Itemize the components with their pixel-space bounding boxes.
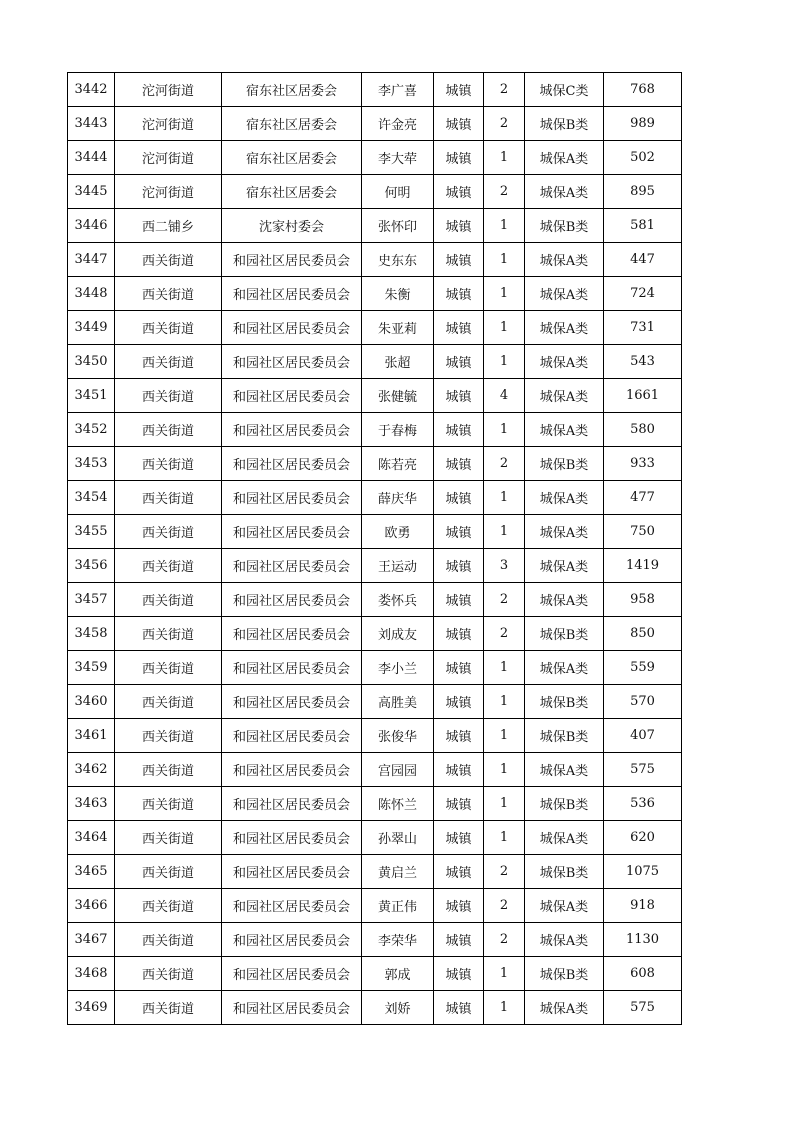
cell-household-count: 1 (484, 753, 525, 787)
cell-amount: 1075 (604, 855, 682, 889)
cell-area-type: 城镇 (434, 923, 484, 957)
cell-amount: 559 (604, 651, 682, 685)
cell-street: 西关街道 (115, 889, 222, 923)
cell-insurance-category: 城保A类 (525, 651, 604, 685)
table-row (68, 651, 682, 685)
table-row (68, 379, 682, 413)
cell-amount: 543 (604, 345, 682, 379)
cell-person-name: 史东东 (362, 243, 434, 277)
cell-area-type: 城镇 (434, 787, 484, 821)
table-row (68, 515, 682, 549)
cell-person-name: 欧勇 (362, 515, 434, 549)
cell-record-id: 3446 (68, 209, 115, 243)
cell-amount: 407 (604, 719, 682, 753)
cell-area-type: 城镇 (434, 107, 484, 141)
cell-street: 沱河街道 (115, 141, 222, 175)
cell-area-type: 城镇 (434, 617, 484, 651)
cell-area-type: 城镇 (434, 821, 484, 855)
cell-record-id: 3456 (68, 549, 115, 583)
cell-household-count: 1 (484, 685, 525, 719)
cell-record-id: 3467 (68, 923, 115, 957)
cell-person-name: 朱亚莉 (362, 311, 434, 345)
cell-amount: 850 (604, 617, 682, 651)
table-row (68, 447, 682, 481)
cell-record-id: 3462 (68, 753, 115, 787)
cell-community: 和园社区居民委员会 (222, 685, 362, 719)
cell-person-name: 陈怀兰 (362, 787, 434, 821)
cell-insurance-category: 城保B类 (525, 447, 604, 481)
cell-insurance-category: 城保A类 (525, 923, 604, 957)
cell-community: 和园社区居民委员会 (222, 345, 362, 379)
cell-insurance-category: 城保B类 (525, 957, 604, 991)
cell-household-count: 2 (484, 617, 525, 651)
cell-amount: 1130 (604, 923, 682, 957)
cell-record-id: 3460 (68, 685, 115, 719)
cell-street: 西关街道 (115, 345, 222, 379)
cell-area-type: 城镇 (434, 719, 484, 753)
cell-record-id: 3442 (68, 73, 115, 107)
cell-area-type: 城镇 (434, 855, 484, 889)
cell-amount: 989 (604, 107, 682, 141)
cell-community: 和园社区居民委员会 (222, 413, 362, 447)
cell-amount: 750 (604, 515, 682, 549)
cell-person-name: 黄正伟 (362, 889, 434, 923)
cell-record-id: 3457 (68, 583, 115, 617)
cell-community: 宿东社区居委会 (222, 175, 362, 209)
cell-insurance-category: 城保A类 (525, 583, 604, 617)
cell-insurance-category: 城保A类 (525, 379, 604, 413)
cell-street: 西关街道 (115, 991, 222, 1025)
cell-household-count: 1 (484, 209, 525, 243)
cell-area-type: 城镇 (434, 141, 484, 175)
table-row (68, 175, 682, 209)
cell-household-count: 4 (484, 379, 525, 413)
cell-insurance-category: 城保A类 (525, 141, 604, 175)
cell-household-count: 2 (484, 73, 525, 107)
cell-street: 西关街道 (115, 685, 222, 719)
cell-insurance-category: 城保B类 (525, 209, 604, 243)
cell-person-name: 许金亮 (362, 107, 434, 141)
cell-record-id: 3443 (68, 107, 115, 141)
table-row (68, 753, 682, 787)
table-row (68, 141, 682, 175)
cell-person-name: 朱衡 (362, 277, 434, 311)
cell-community: 和园社区居民委员会 (222, 923, 362, 957)
cell-household-count: 1 (484, 141, 525, 175)
cell-person-name: 王运动 (362, 549, 434, 583)
cell-person-name: 郭成 (362, 957, 434, 991)
cell-street: 西关街道 (115, 753, 222, 787)
cell-community: 和园社区居民委员会 (222, 889, 362, 923)
cell-area-type: 城镇 (434, 957, 484, 991)
cell-record-id: 3459 (68, 651, 115, 685)
cell-record-id: 3447 (68, 243, 115, 277)
table-row (68, 685, 682, 719)
cell-person-name: 孙翠山 (362, 821, 434, 855)
cell-household-count: 2 (484, 447, 525, 481)
cell-community: 和园社区居民委员会 (222, 481, 362, 515)
cell-record-id: 3466 (68, 889, 115, 923)
cell-insurance-category: 城保A类 (525, 345, 604, 379)
cell-area-type: 城镇 (434, 413, 484, 447)
cell-area-type: 城镇 (434, 243, 484, 277)
cell-household-count: 3 (484, 549, 525, 583)
cell-amount: 447 (604, 243, 682, 277)
table-row (68, 243, 682, 277)
table-row (68, 107, 682, 141)
cell-household-count: 2 (484, 175, 525, 209)
cell-person-name: 张俊华 (362, 719, 434, 753)
cell-person-name: 高胜美 (362, 685, 434, 719)
table-row (68, 311, 682, 345)
cell-household-count: 1 (484, 719, 525, 753)
cell-street: 西关街道 (115, 719, 222, 753)
table-row (68, 821, 682, 855)
cell-household-count: 1 (484, 651, 525, 685)
cell-street: 西关街道 (115, 855, 222, 889)
cell-record-id: 3452 (68, 413, 115, 447)
cell-insurance-category: 城保C类 (525, 73, 604, 107)
cell-amount: 620 (604, 821, 682, 855)
cell-amount: 958 (604, 583, 682, 617)
cell-person-name: 刘成友 (362, 617, 434, 651)
cell-record-id: 3445 (68, 175, 115, 209)
cell-street: 沱河街道 (115, 107, 222, 141)
cell-street: 西关街道 (115, 957, 222, 991)
cell-amount: 477 (604, 481, 682, 515)
cell-community: 和园社区居民委员会 (222, 855, 362, 889)
cell-record-id: 3449 (68, 311, 115, 345)
cell-person-name: 张超 (362, 345, 434, 379)
cell-area-type: 城镇 (434, 753, 484, 787)
cell-area-type: 城镇 (434, 175, 484, 209)
cell-street: 西关街道 (115, 923, 222, 957)
cell-amount: 731 (604, 311, 682, 345)
cell-insurance-category: 城保A类 (525, 277, 604, 311)
table-row (68, 345, 682, 379)
table-row (68, 991, 682, 1025)
cell-area-type: 城镇 (434, 447, 484, 481)
cell-amount: 768 (604, 73, 682, 107)
cell-street: 西关街道 (115, 651, 222, 685)
cell-street: 西关街道 (115, 311, 222, 345)
cell-record-id: 3461 (68, 719, 115, 753)
cell-household-count: 1 (484, 413, 525, 447)
cell-street: 沱河街道 (115, 175, 222, 209)
cell-record-id: 3468 (68, 957, 115, 991)
cell-person-name: 张健毓 (362, 379, 434, 413)
cell-household-count: 1 (484, 481, 525, 515)
table-row (68, 889, 682, 923)
cell-community: 和园社区居民委员会 (222, 277, 362, 311)
cell-insurance-category: 城保A类 (525, 243, 604, 277)
table-row (68, 549, 682, 583)
cell-area-type: 城镇 (434, 379, 484, 413)
cell-area-type: 城镇 (434, 277, 484, 311)
cell-person-name: 黄启兰 (362, 855, 434, 889)
cell-household-count: 1 (484, 345, 525, 379)
cell-person-name: 宫园园 (362, 753, 434, 787)
table-row (68, 481, 682, 515)
table-row (68, 73, 682, 107)
cell-household-count: 1 (484, 243, 525, 277)
table-row (68, 583, 682, 617)
cell-area-type: 城镇 (434, 651, 484, 685)
cell-area-type: 城镇 (434, 889, 484, 923)
cell-community: 宿东社区居委会 (222, 73, 362, 107)
cell-household-count: 1 (484, 957, 525, 991)
cell-area-type: 城镇 (434, 583, 484, 617)
table-row (68, 923, 682, 957)
cell-record-id: 3465 (68, 855, 115, 889)
cell-insurance-category: 城保A类 (525, 549, 604, 583)
cell-record-id: 3464 (68, 821, 115, 855)
cell-person-name: 张怀印 (362, 209, 434, 243)
cell-community: 和园社区居民委员会 (222, 243, 362, 277)
cell-community: 和园社区居民委员会 (222, 787, 362, 821)
cell-area-type: 城镇 (434, 991, 484, 1025)
cell-community: 和园社区居民委员会 (222, 379, 362, 413)
table-row (68, 277, 682, 311)
cell-street: 西关街道 (115, 481, 222, 515)
cell-record-id: 3450 (68, 345, 115, 379)
cell-community: 沈家村委会 (222, 209, 362, 243)
cell-person-name: 何明 (362, 175, 434, 209)
cell-record-id: 3469 (68, 991, 115, 1025)
cell-insurance-category: 城保A类 (525, 413, 604, 447)
cell-amount: 933 (604, 447, 682, 481)
cell-amount: 1419 (604, 549, 682, 583)
cell-community: 和园社区居民委员会 (222, 515, 362, 549)
cell-community: 和园社区居民委员会 (222, 311, 362, 345)
cell-street: 西关街道 (115, 821, 222, 855)
cell-record-id: 3458 (68, 617, 115, 651)
cell-insurance-category: 城保A类 (525, 753, 604, 787)
cell-person-name: 李荣华 (362, 923, 434, 957)
cell-insurance-category: 城保A类 (525, 311, 604, 345)
cell-street: 西关街道 (115, 243, 222, 277)
cell-street: 西关街道 (115, 379, 222, 413)
cell-amount: 575 (604, 991, 682, 1025)
cell-insurance-category: 城保A类 (525, 481, 604, 515)
cell-community: 和园社区居民委员会 (222, 617, 362, 651)
cell-community: 和园社区居民委员会 (222, 753, 362, 787)
cell-amount: 724 (604, 277, 682, 311)
cell-community: 和园社区居民委员会 (222, 719, 362, 753)
cell-person-name: 陈若亮 (362, 447, 434, 481)
cell-household-count: 2 (484, 889, 525, 923)
cell-street: 西关街道 (115, 583, 222, 617)
cell-community: 和园社区居民委员会 (222, 583, 362, 617)
cell-area-type: 城镇 (434, 73, 484, 107)
cell-insurance-category: 城保B类 (525, 617, 604, 651)
cell-household-count: 1 (484, 311, 525, 345)
cell-household-count: 1 (484, 277, 525, 311)
cell-area-type: 城镇 (434, 481, 484, 515)
cell-person-name: 李广喜 (362, 73, 434, 107)
cell-record-id: 3448 (68, 277, 115, 311)
table-row (68, 855, 682, 889)
cell-street: 西关街道 (115, 277, 222, 311)
cell-record-id: 3453 (68, 447, 115, 481)
cell-street: 西关街道 (115, 617, 222, 651)
cell-insurance-category: 城保B类 (525, 719, 604, 753)
cell-amount: 570 (604, 685, 682, 719)
cell-insurance-category: 城保B类 (525, 787, 604, 821)
cell-community: 和园社区居民委员会 (222, 447, 362, 481)
table-row (68, 617, 682, 651)
cell-street: 西关街道 (115, 413, 222, 447)
cell-street: 西关街道 (115, 447, 222, 481)
cell-amount: 1661 (604, 379, 682, 413)
cell-community: 和园社区居民委员会 (222, 549, 362, 583)
cell-amount: 536 (604, 787, 682, 821)
cell-amount: 580 (604, 413, 682, 447)
cell-insurance-category: 城保B类 (525, 685, 604, 719)
table-row (68, 787, 682, 821)
cell-household-count: 1 (484, 821, 525, 855)
cell-community: 宿东社区居委会 (222, 141, 362, 175)
cell-street: 西关街道 (115, 515, 222, 549)
cell-amount: 575 (604, 753, 682, 787)
document-page (67, 72, 682, 1025)
cell-insurance-category: 城保A类 (525, 515, 604, 549)
cell-amount: 895 (604, 175, 682, 209)
cell-household-count: 1 (484, 787, 525, 821)
cell-insurance-category: 城保B类 (525, 107, 604, 141)
cell-record-id: 3463 (68, 787, 115, 821)
cell-person-name: 娄怀兵 (362, 583, 434, 617)
cell-insurance-category: 城保A类 (525, 889, 604, 923)
cell-household-count: 1 (484, 991, 525, 1025)
cell-amount: 581 (604, 209, 682, 243)
cell-record-id: 3455 (68, 515, 115, 549)
cell-person-name: 薛庆华 (362, 481, 434, 515)
cell-amount: 608 (604, 957, 682, 991)
cell-area-type: 城镇 (434, 685, 484, 719)
cell-insurance-category: 城保B类 (525, 855, 604, 889)
table-row (68, 957, 682, 991)
cell-household-count: 2 (484, 583, 525, 617)
cell-insurance-category: 城保A类 (525, 175, 604, 209)
cell-person-name: 于春梅 (362, 413, 434, 447)
cell-street: 西二铺乡 (115, 209, 222, 243)
cell-person-name: 李大荦 (362, 141, 434, 175)
cell-household-count: 1 (484, 515, 525, 549)
cell-community: 和园社区居民委员会 (222, 991, 362, 1025)
cell-insurance-category: 城保A类 (525, 821, 604, 855)
cell-area-type: 城镇 (434, 345, 484, 379)
cell-street: 西关街道 (115, 549, 222, 583)
cell-amount: 502 (604, 141, 682, 175)
cell-household-count: 2 (484, 855, 525, 889)
cell-street: 西关街道 (115, 787, 222, 821)
cell-area-type: 城镇 (434, 311, 484, 345)
table-row (68, 209, 682, 243)
cell-community: 和园社区居民委员会 (222, 651, 362, 685)
cell-area-type: 城镇 (434, 515, 484, 549)
cell-record-id: 3451 (68, 379, 115, 413)
cell-area-type: 城镇 (434, 209, 484, 243)
cell-street: 沱河街道 (115, 73, 222, 107)
cell-community: 和园社区居民委员会 (222, 957, 362, 991)
table-row (68, 413, 682, 447)
cell-household-count: 2 (484, 107, 525, 141)
table-row (68, 719, 682, 753)
cell-record-id: 3454 (68, 481, 115, 515)
cell-person-name: 刘娇 (362, 991, 434, 1025)
cell-person-name: 李小兰 (362, 651, 434, 685)
cell-insurance-category: 城保A类 (525, 991, 604, 1025)
cell-community: 宿东社区居委会 (222, 107, 362, 141)
cell-household-count: 2 (484, 923, 525, 957)
cell-amount: 918 (604, 889, 682, 923)
cell-area-type: 城镇 (434, 549, 484, 583)
roster-body (68, 73, 682, 1025)
cell-record-id: 3444 (68, 141, 115, 175)
cell-community: 和园社区居民委员会 (222, 821, 362, 855)
roster-table (67, 72, 682, 1025)
